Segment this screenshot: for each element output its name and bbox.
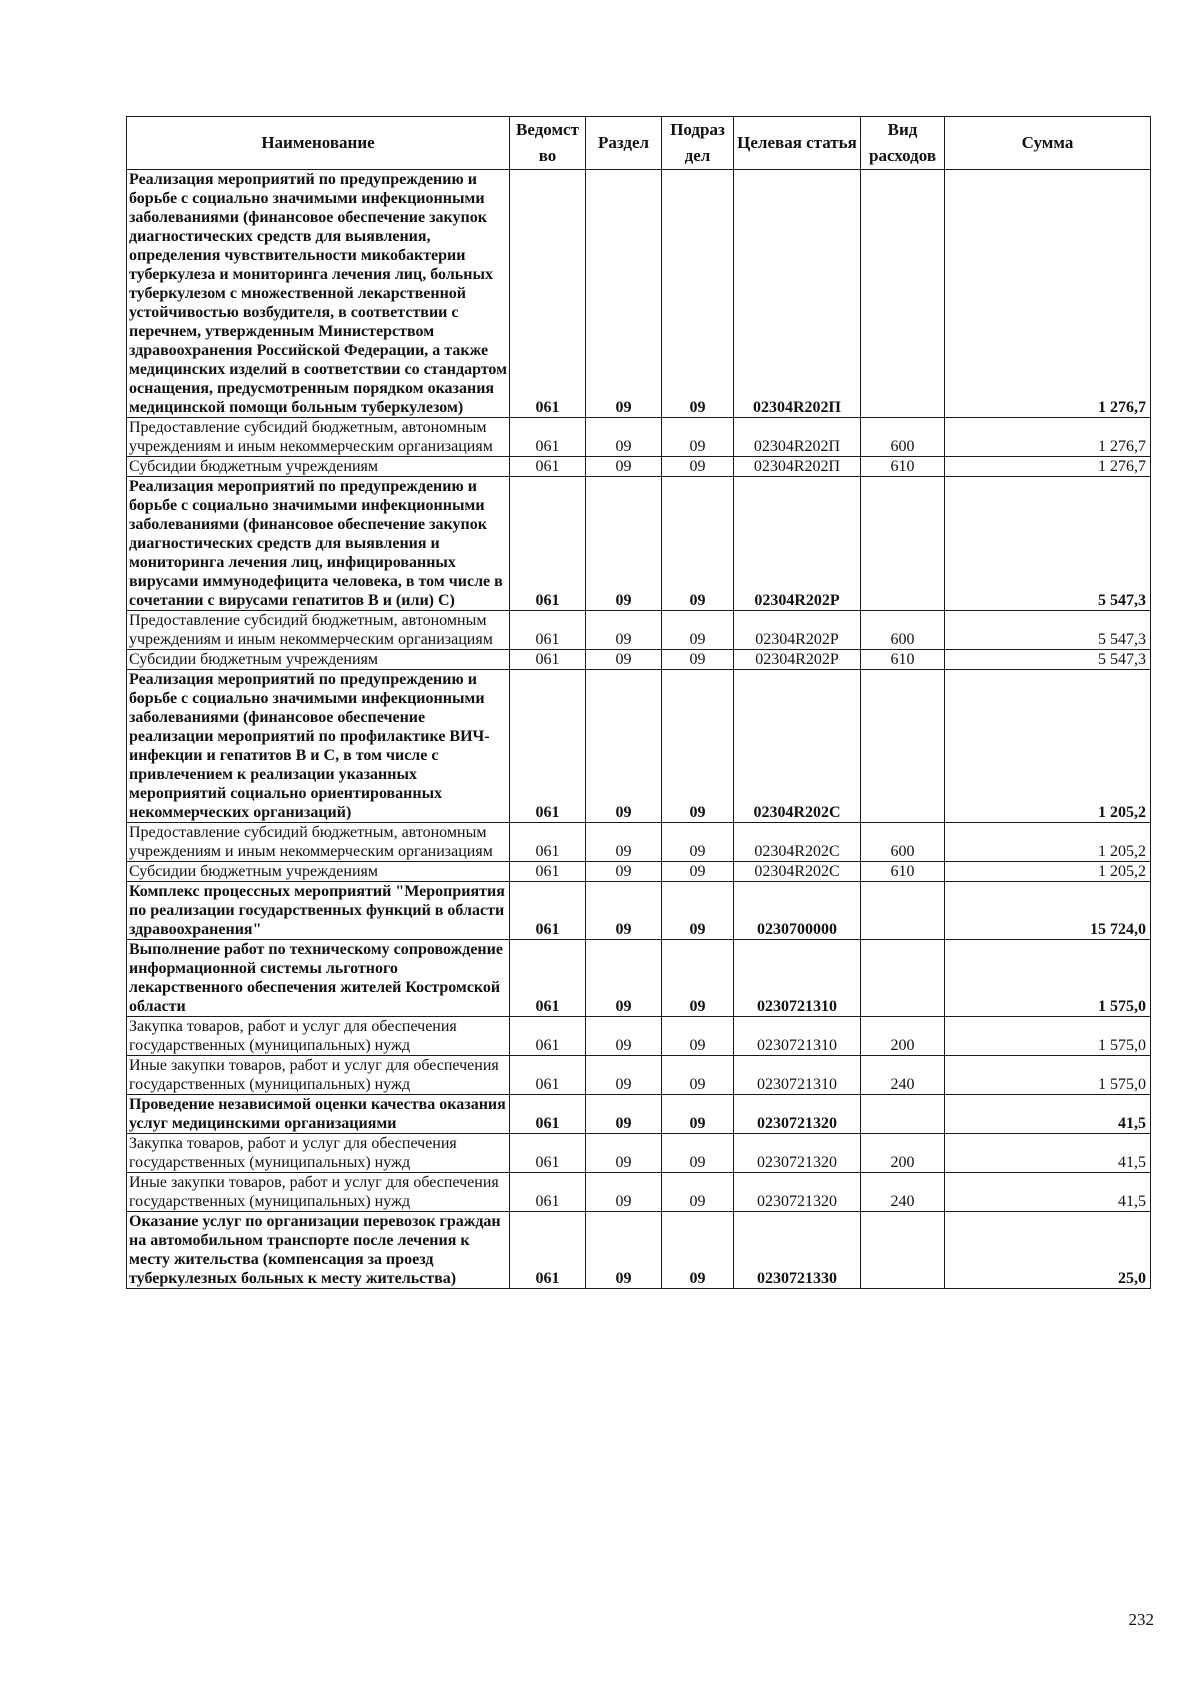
- cell-name: Закупка товаров, работ и услуг для обеспечения государственных (муниципальных) нужд: [127, 1017, 510, 1056]
- cell-podrazdel: 09: [662, 1056, 734, 1095]
- cell-name: Реализация мероприятий по предупреждению и борьбе с социально значимыми инфекционными заболеваниями (финансовое обеспечение закупок диагностических средств для выявления, определения чувствительности микобактерии туберкулеза и мониторинга лечения лиц, больных туберкулезом с множественной лекарственной устойчивостью возбудителя, в соответствии с перечнем, утвержденным Министерством здравоохранения Российской Федерации, а также медицинских изделий в соответствии со стандартом оснащения, предусмотренным порядком оказания медицинской помощи больным туберкулезом): [127, 170, 510, 418]
- cell-name: Субсидии бюджетным учреждениям: [127, 457, 510, 477]
- cell-summa: 5 547,3: [945, 650, 1151, 670]
- table-row: [127, 170, 1151, 418]
- cell-vedomstvo: 061: [510, 862, 586, 882]
- table-row: [127, 477, 1151, 611]
- cell-podrazdel: 09: [662, 862, 734, 882]
- cell-summa: 41,5: [945, 1173, 1151, 1212]
- cell-vedomstvo: 061: [510, 418, 586, 457]
- cell-vedomstvo: 061: [510, 1017, 586, 1056]
- cell-summa: 1 575,0: [945, 940, 1151, 1017]
- cell-celevaya-statya: 02304R202P: [734, 477, 861, 611]
- cell-summa: 1 205,2: [945, 823, 1151, 862]
- cell-summa: 5 547,3: [945, 477, 1151, 611]
- table-row: [127, 650, 1151, 670]
- cell-celevaya-statya: 0230721330: [734, 1212, 861, 1289]
- cell-vedomstvo: 061: [510, 170, 586, 418]
- cell-vid-rashodov: 610: [861, 457, 945, 477]
- cell-summa: 1 276,7: [945, 418, 1151, 457]
- cell-summa: 15 724,0: [945, 882, 1151, 940]
- cell-name: Оказание услуг по организации перевозок граждан на автомобильном транспорте после лечения к месту жительства (компенсация за проезд туберкулезных больных к месту жительства): [127, 1212, 510, 1289]
- cell-podrazdel: 09: [662, 882, 734, 940]
- cell-vid-rashodov: [861, 940, 945, 1017]
- table-body: [127, 170, 1151, 1289]
- budget-table: [126, 116, 1151, 1289]
- cell-podrazdel: 09: [662, 477, 734, 611]
- cell-summa: 1 205,2: [945, 862, 1151, 882]
- cell-razdel: 09: [586, 862, 662, 882]
- cell-razdel: 09: [586, 170, 662, 418]
- cell-celevaya-statya: 02304R202C: [734, 670, 861, 823]
- cell-razdel: 09: [586, 611, 662, 650]
- cell-summa: 1 276,7: [945, 170, 1151, 418]
- cell-vedomstvo: 061: [510, 1173, 586, 1212]
- cell-razdel: 09: [586, 1095, 662, 1134]
- cell-vid-rashodov: 610: [861, 862, 945, 882]
- cell-razdel: 09: [586, 940, 662, 1017]
- cell-celevaya-statya: 02304R202P: [734, 650, 861, 670]
- cell-name: Предоставление субсидий бюджетным, автономным учреждениям и иным некоммерческим организациям: [127, 611, 510, 650]
- cell-summa: 25,0: [945, 1212, 1151, 1289]
- header-vid-rashodov: Вид расходов: [861, 117, 945, 170]
- cell-summa: 41,5: [945, 1134, 1151, 1173]
- header-razdel: Раздел: [586, 117, 662, 170]
- table-header-row: [127, 117, 1151, 170]
- cell-razdel: 09: [586, 1056, 662, 1095]
- cell-name: Предоставление субсидий бюджетным, автономным учреждениям и иным некоммерческим организациям: [127, 823, 510, 862]
- cell-podrazdel: 09: [662, 170, 734, 418]
- cell-vedomstvo: 061: [510, 1095, 586, 1134]
- cell-razdel: 09: [586, 418, 662, 457]
- cell-podrazdel: 09: [662, 650, 734, 670]
- cell-vedomstvo: 061: [510, 1056, 586, 1095]
- table-row: [127, 1095, 1151, 1134]
- cell-name: Комплекс процессных мероприятий "Мероприятия по реализации государственных функций в области здравоохранения": [127, 882, 510, 940]
- cell-vid-rashodov: [861, 1095, 945, 1134]
- cell-celevaya-statya: 0230721320: [734, 1134, 861, 1173]
- cell-vid-rashodov: 610: [861, 650, 945, 670]
- cell-razdel: 09: [586, 882, 662, 940]
- cell-summa: 1 575,0: [945, 1056, 1151, 1095]
- cell-vedomstvo: 061: [510, 882, 586, 940]
- cell-vedomstvo: 061: [510, 611, 586, 650]
- table-row: [127, 1134, 1151, 1173]
- cell-podrazdel: 09: [662, 940, 734, 1017]
- cell-name: Реализация мероприятий по предупреждению и борьбе с социально значимыми инфекционными заболеваниями (финансовое обеспечение закупок диагностических средств для выявления и мониторинга лечения лиц, инфицированных вирусами иммунодефицита человека, в том числе в сочетании с вирусами гепатитов B и (или) C): [127, 477, 510, 611]
- cell-vedomstvo: 061: [510, 670, 586, 823]
- cell-razdel: 09: [586, 477, 662, 611]
- cell-name: Закупка товаров, работ и услуг для обеспечения государственных (муниципальных) нужд: [127, 1134, 510, 1173]
- cell-vedomstvo: 061: [510, 1134, 586, 1173]
- cell-razdel: 09: [586, 670, 662, 823]
- cell-vid-rashodov: 200: [861, 1134, 945, 1173]
- page-number: 232: [1128, 1610, 1154, 1629]
- table-row: [127, 1212, 1151, 1289]
- cell-podrazdel: 09: [662, 1095, 734, 1134]
- cell-razdel: 09: [586, 1017, 662, 1056]
- cell-name: Иные закупки товаров, работ и услуг для обеспечения государственных (муниципальных) нужд: [127, 1173, 510, 1212]
- cell-celevaya-statya: 0230721310: [734, 940, 861, 1017]
- cell-celevaya-statya: 02304R202П: [734, 418, 861, 457]
- cell-celevaya-statya: 0230700000: [734, 882, 861, 940]
- cell-razdel: 09: [586, 457, 662, 477]
- cell-summa: 1 276,7: [945, 457, 1151, 477]
- cell-name: Субсидии бюджетным учреждениям: [127, 650, 510, 670]
- cell-podrazdel: 09: [662, 418, 734, 457]
- cell-vid-rashodov: 600: [861, 611, 945, 650]
- table-row: [127, 862, 1151, 882]
- cell-podrazdel: 09: [662, 670, 734, 823]
- table-row: [127, 457, 1151, 477]
- cell-podrazdel: 09: [662, 611, 734, 650]
- cell-name: Иные закупки товаров, работ и услуг для обеспечения государственных (муниципальных) нужд: [127, 1056, 510, 1095]
- table-row: [127, 1173, 1151, 1212]
- cell-vid-rashodov: [861, 170, 945, 418]
- cell-summa: 1 205,2: [945, 670, 1151, 823]
- cell-podrazdel: 09: [662, 1212, 734, 1289]
- cell-vedomstvo: 061: [510, 940, 586, 1017]
- cell-vid-rashodov: [861, 477, 945, 611]
- header-summa: Сумма: [945, 117, 1151, 170]
- cell-vid-rashodov: 240: [861, 1056, 945, 1095]
- table-row: [127, 670, 1151, 823]
- cell-name: Проведение независимой оценки качества оказания услуг медицинскими организациями: [127, 1095, 510, 1134]
- cell-razdel: 09: [586, 823, 662, 862]
- cell-razdel: 09: [586, 650, 662, 670]
- header-podrazdel: Подраз дел: [662, 117, 734, 170]
- cell-celevaya-statya: 0230721320: [734, 1095, 861, 1134]
- cell-name: Предоставление субсидий бюджетным, автономным учреждениям и иным некоммерческим организациям: [127, 418, 510, 457]
- cell-name: Субсидии бюджетным учреждениям: [127, 862, 510, 882]
- cell-vid-rashodov: [861, 670, 945, 823]
- cell-celevaya-statya: 02304R202C: [734, 823, 861, 862]
- cell-podrazdel: 09: [662, 1134, 734, 1173]
- cell-celevaya-statya: 02304R202П: [734, 170, 861, 418]
- header-celevaya-statya: Целевая статья: [734, 117, 861, 170]
- cell-vid-rashodov: 200: [861, 1017, 945, 1056]
- cell-vid-rashodov: 240: [861, 1173, 945, 1212]
- table-row: [127, 940, 1151, 1017]
- cell-vid-rashodov: 600: [861, 823, 945, 862]
- cell-podrazdel: 09: [662, 823, 734, 862]
- table-row: [127, 1017, 1151, 1056]
- cell-vid-rashodov: [861, 882, 945, 940]
- header-name: Наименование: [127, 117, 510, 170]
- cell-razdel: 09: [586, 1134, 662, 1173]
- cell-summa: 5 547,3: [945, 611, 1151, 650]
- cell-podrazdel: 09: [662, 457, 734, 477]
- table-row: [127, 882, 1151, 940]
- cell-celevaya-statya: 0230721310: [734, 1056, 861, 1095]
- cell-celevaya-statya: 02304R202C: [734, 862, 861, 882]
- cell-vedomstvo: 061: [510, 1212, 586, 1289]
- table-row: [127, 611, 1151, 650]
- cell-vedomstvo: 061: [510, 650, 586, 670]
- cell-vid-rashodov: [861, 1212, 945, 1289]
- cell-podrazdel: 09: [662, 1017, 734, 1056]
- cell-vedomstvo: 061: [510, 823, 586, 862]
- cell-name: Выполнение работ по техническому сопровождение информационной системы льготного лекарственного обеспечения жителей Костромской области: [127, 940, 510, 1017]
- cell-vedomstvo: 061: [510, 457, 586, 477]
- cell-podrazdel: 09: [662, 1173, 734, 1212]
- cell-celevaya-statya: 0230721320: [734, 1173, 861, 1212]
- cell-celevaya-statya: 0230721310: [734, 1017, 861, 1056]
- header-vedomstvo: Ведомст во: [510, 117, 586, 170]
- cell-razdel: 09: [586, 1173, 662, 1212]
- cell-name: Реализация мероприятий по предупреждению и борьбе с социально значимыми инфекционными заболеваниями (финансовое обеспечение реализации мероприятий по профилактике ВИЧ-инфекции и гепатитов B и C, в том числе с привлечением к реализации указанных мероприятий социально ориентированных некоммерческих организаций): [127, 670, 510, 823]
- cell-summa: 1 575,0: [945, 1017, 1151, 1056]
- cell-summa: 41,5: [945, 1095, 1151, 1134]
- cell-razdel: 09: [586, 1212, 662, 1289]
- cell-vedomstvo: 061: [510, 477, 586, 611]
- table-row: [127, 1056, 1151, 1095]
- cell-celevaya-statya: 02304R202P: [734, 611, 861, 650]
- cell-celevaya-statya: 02304R202П: [734, 457, 861, 477]
- table-row: [127, 823, 1151, 862]
- cell-vid-rashodov: 600: [861, 418, 945, 457]
- table-row: [127, 418, 1151, 457]
